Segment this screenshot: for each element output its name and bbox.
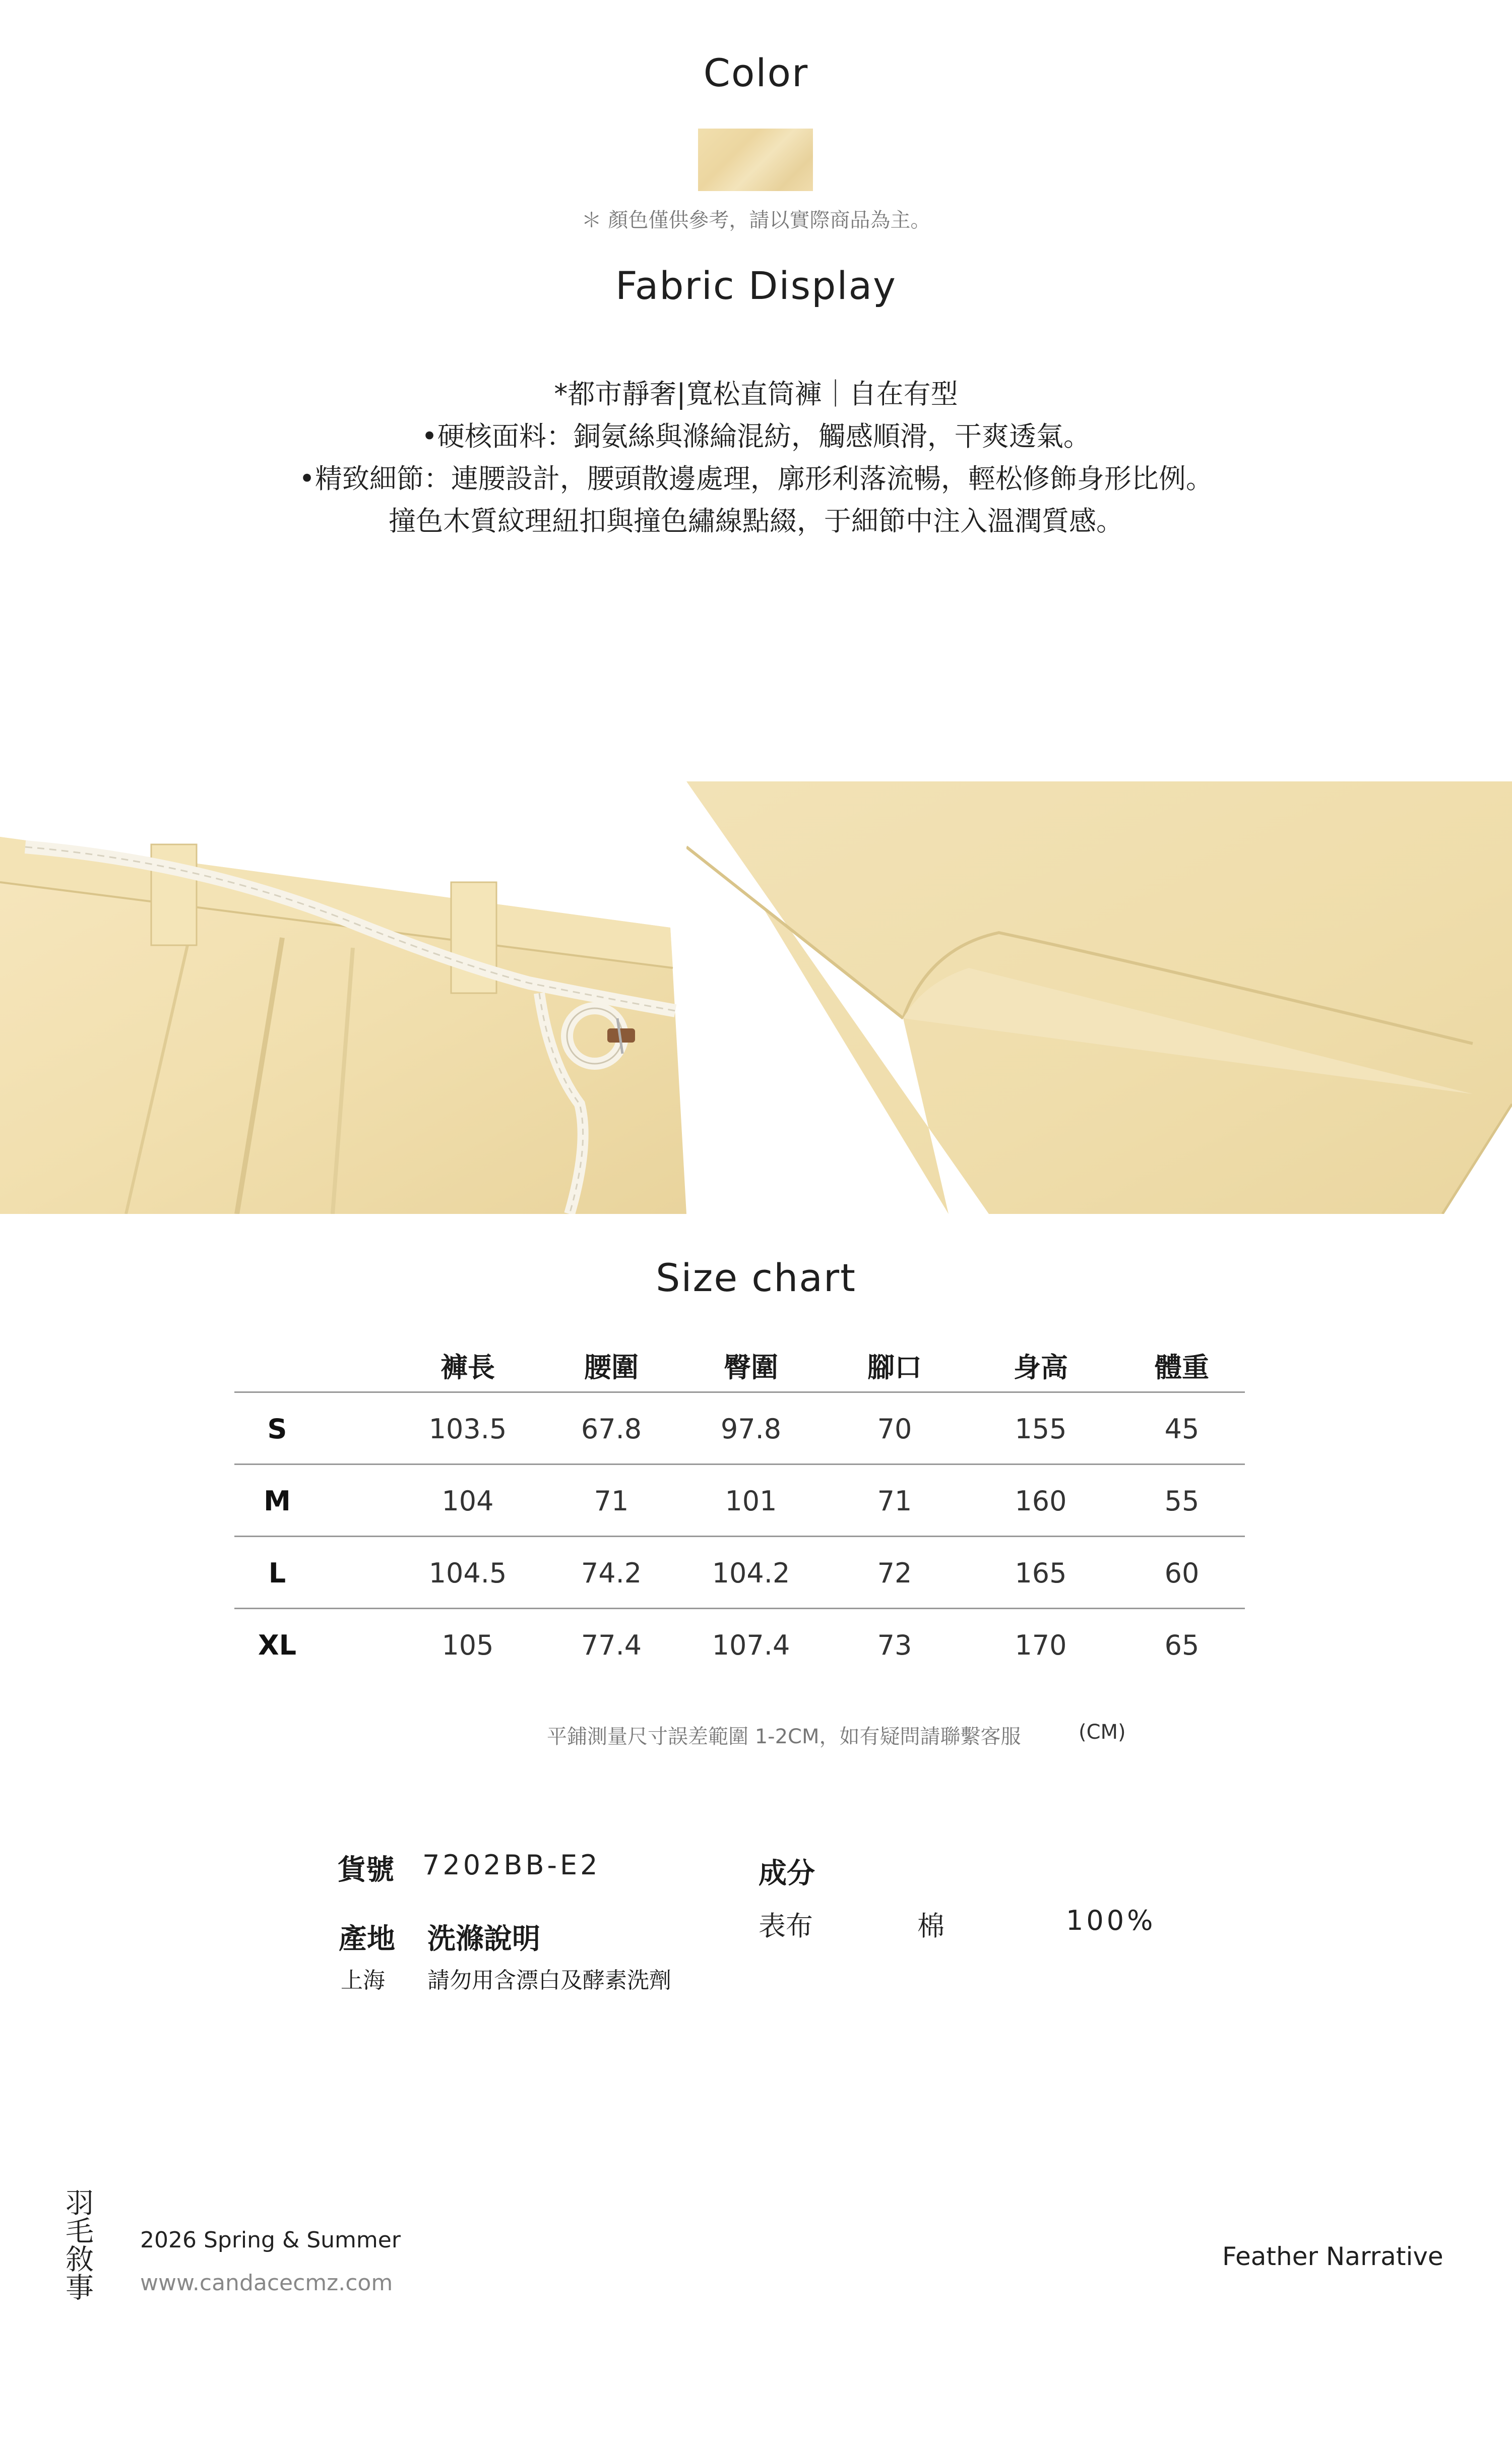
size-label: S (267, 1413, 287, 1445)
column-header: 臀圍 (724, 1352, 778, 1383)
composition-material: 棉 (917, 1910, 944, 1942)
column-header: 褲長 (440, 1352, 495, 1383)
item-no-value: 7202BB-E2 (422, 1849, 601, 1881)
table-cell: 71 (877, 1485, 912, 1517)
brand-vertical-logo: 羽毛敘事 (61, 2188, 94, 2301)
table-cell: 101 (725, 1485, 777, 1517)
table-cell: 155 (1015, 1413, 1067, 1445)
wash-value: 請勿用含漂白及酵素洗劑 (427, 1968, 671, 1993)
table-cell: 104 (442, 1485, 494, 1517)
unit-label: (CM) (1079, 1721, 1126, 1744)
fabric-line: 撞色木質紋理紐扣與撞色繡線點綴，于細節中注入溫潤質感。 (389, 505, 1123, 537)
column-header: 體重 (1155, 1352, 1209, 1383)
wash-label: 洗滌說明 (427, 1923, 540, 1956)
table-cell: 77.4 (581, 1629, 642, 1661)
brand-tagline: Feather Narrative (1222, 2242, 1443, 2271)
table-cell: 107.4 (712, 1629, 790, 1661)
table-cell: 160 (1015, 1485, 1067, 1517)
table-cell: 65 (1164, 1629, 1200, 1661)
fabric-description (0, 373, 1512, 542)
fabric-line: •精致細節：連腰設計，腰頭散邊處理，廓形利落流暢，輕松修飾身形比例。 (299, 463, 1213, 495)
table-cell: 104.2 (712, 1557, 790, 1589)
composition-label: 成分 (759, 1857, 815, 1890)
color-title: Color (703, 50, 809, 95)
table-cell: 73 (877, 1629, 912, 1661)
column-header: 腰圍 (584, 1352, 639, 1383)
table-cell: 70 (877, 1413, 912, 1445)
origin-value: 上海 (341, 1968, 385, 1993)
fabric-line: *都市靜奢|寬松直筒褲｜自在有型 (554, 378, 958, 410)
fabric-photo-hem (686, 781, 1512, 1214)
table-row (234, 1608, 1245, 1680)
table-cell: 72 (877, 1557, 912, 1589)
table-cell: 105 (442, 1629, 494, 1661)
measurement-note: 平鋪測量尺寸誤差範圍 1-2CM，如有疑問請聯繫客服 (547, 1725, 1021, 1748)
column-header: 腳口 (867, 1352, 922, 1383)
table-cell: 170 (1015, 1629, 1067, 1661)
table-row (234, 1391, 1245, 1463)
item-no-label: 貨號 (338, 1854, 394, 1886)
fabric-line: •硬核面料：銅氨絲與滌綸混紡，觸感順滑，干爽透氣。 (421, 420, 1091, 452)
fabric-photo-waist (0, 781, 686, 1214)
website-link[interactable]: www.candacecmz.com (140, 2270, 393, 2296)
table-cell: 165 (1015, 1557, 1067, 1589)
table-cell: 103.5 (428, 1413, 507, 1445)
table-row (234, 1536, 1245, 1608)
table-row (234, 1463, 1245, 1536)
size-label: M (264, 1485, 291, 1517)
composition-percent: 100% (1066, 1905, 1156, 1936)
table-cell: 74.2 (581, 1557, 642, 1589)
color-swatch[interactable] (698, 129, 813, 191)
size-label: XL (258, 1629, 297, 1661)
table-cell: 55 (1164, 1485, 1200, 1517)
table-cell: 45 (1164, 1413, 1200, 1445)
season-label: 2026 Spring & Summer (140, 2227, 401, 2253)
size-chart-title: Size chart (656, 1255, 856, 1300)
table-cell: 71 (594, 1485, 629, 1517)
table-cell: 67.8 (581, 1413, 642, 1445)
composition-part: 表布 (759, 1910, 813, 1942)
column-header: 身高 (1014, 1352, 1068, 1383)
table-cell: 60 (1164, 1557, 1200, 1589)
color-note: ＊ 顏色僅供參考，請以實際商品為主。 (581, 209, 931, 232)
origin-label: 產地 (339, 1923, 395, 1956)
size-table-header (234, 1331, 1245, 1391)
table-cell: 104.5 (428, 1557, 507, 1589)
size-table (234, 1331, 1245, 1680)
fabric-title: Fabric Display (615, 263, 897, 308)
size-label: L (268, 1557, 286, 1589)
table-cell: 97.8 (720, 1413, 782, 1445)
